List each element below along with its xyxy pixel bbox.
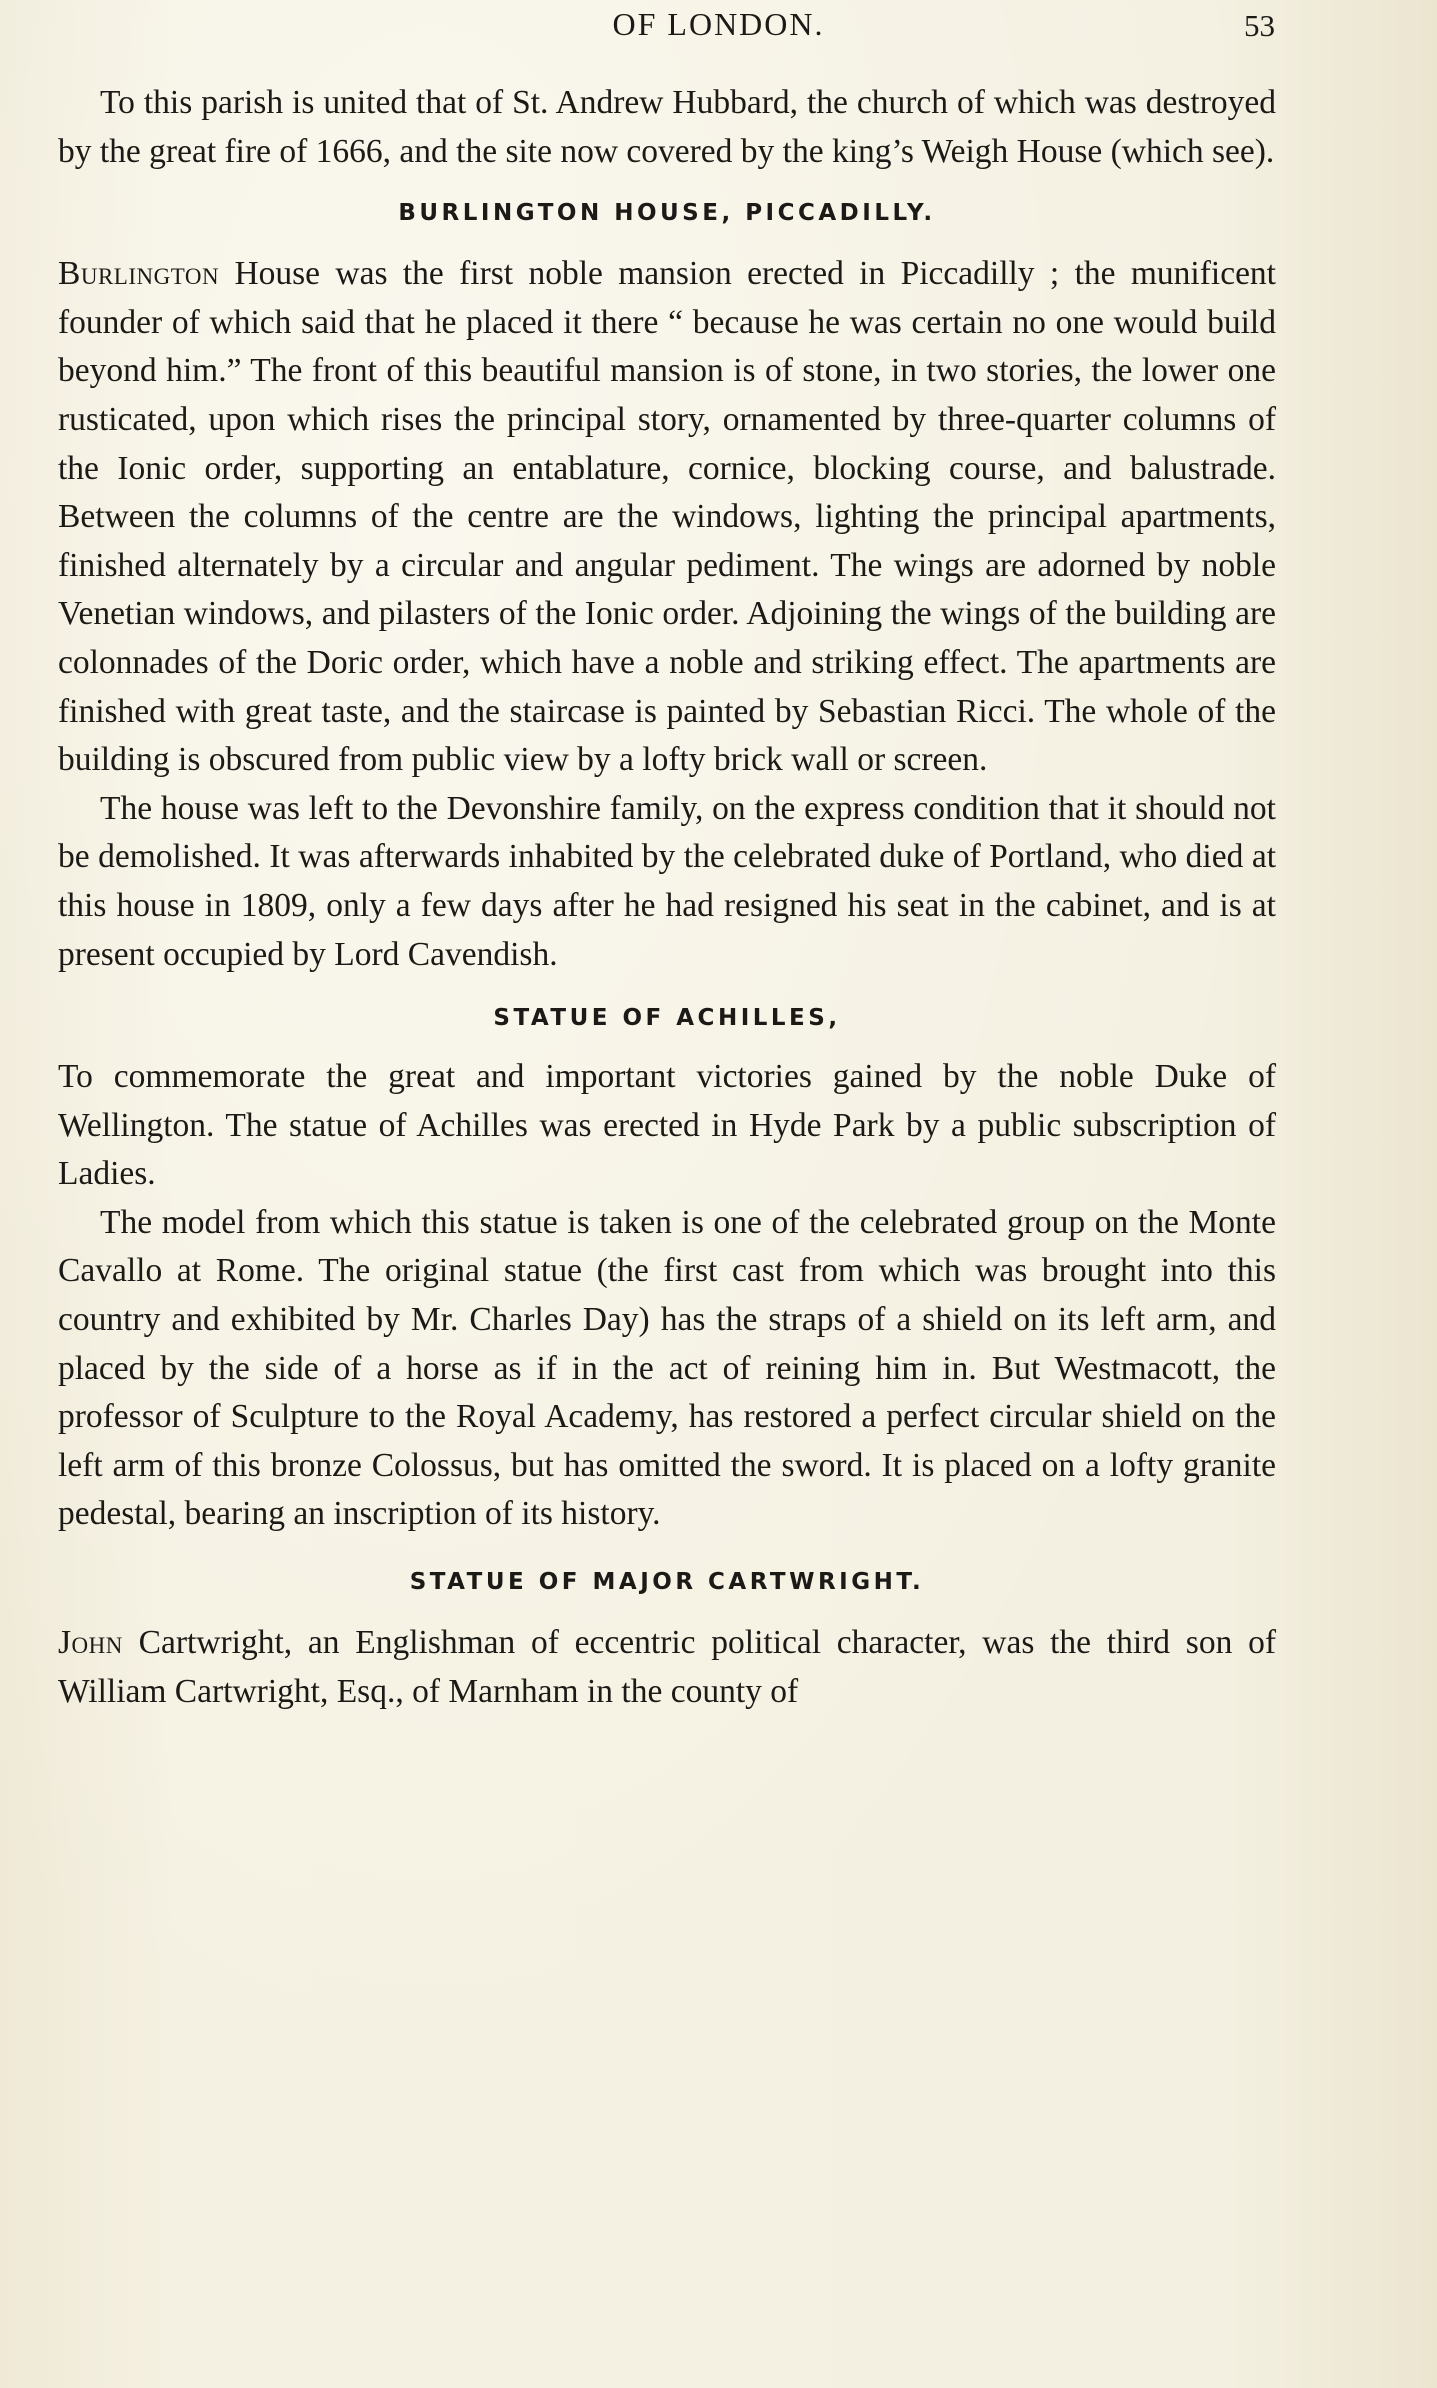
page-body: [58, 79, 1276, 1716]
cartwright-paragraph-1-text: Cartwright, an Englishman of eccentric political character, was the third son of William Cartwright, Esq., of Marnham in the county of: [58, 1624, 1276, 1710]
page-number: 53: [1244, 8, 1275, 43]
heading-burlington-house: BURLINGTON HOUSE, PICCADILLY.: [398, 200, 936, 227]
running-head-title: OF LONDON.: [612, 6, 825, 42]
achilles-paragraph-1: To commemorate the great and important victories gained by the noble Duke of Wellington. The statue of Achilles was erected in Hyde Park by a public subscription of Ladies.: [58, 1058, 1276, 1193]
intro-paragraph: To this parish is united that of St. Andrew Hubbard, the church of which was destroyed by the great fire of 1666, and the site now covered by the king’s Weigh House (which see).: [58, 84, 1276, 170]
running-head: [0, 6, 1437, 56]
achilles-paragraph-2: The model from which this statue is taken is one of the celebrated group on the Monte Cavallo at Rome. The original statue (the first cast from which was brought into this country and exhibited by Mr. Charles Day) has the straps of a shield on its left arm, and placed by the side of a horse as if in the act of reining him in. But Westmacott, the professor of Sculpture to the Royal Academy, has restored a perfect circular shield on the left arm of this bronze Colossus, but has omitted the sword. It is placed on a lofty granite pedestal, bearing an inscription of its history.: [58, 1203, 1276, 1533]
cartwright-lead-word: John: [58, 1624, 123, 1662]
burlington-lead-word: Burlington: [58, 255, 220, 293]
heading-statue-of-major-cartwright: STATUE OF MAJOR CARTWRIGHT.: [409, 1569, 925, 1596]
heading-statue-of-achilles: STATUE OF ACHILLES,: [493, 1005, 841, 1032]
burlington-paragraph-1: [58, 250, 1276, 785]
burlington-paragraph-2: The house was left to the Devonshire family, on the express condition that it should not be demolished. It was afterwards inhabited by the celebrated duke of Portland, who died at this house in 1809, only a few days after he had resigned his seat in the cabinet, and is at present occupied by Lord Cavendish.: [58, 789, 1276, 973]
cartwright-paragraph-1: [58, 1619, 1276, 1716]
burlington-paragraph-1-text: House was the first noble mansion erected in Piccadilly ; the munificent founder of which said that he placed it there “ because he was certain no one would build beyond him.” The front of this beautiful mansion is of stone, in two stories, the lower one rusticated, upon which rises the principal story, ornamented by three-quarter columns of the Ionic order, supporting an entablature, cornice, blocking course, and balustrade. Between the columns of the centre are the windows, lighting the principal apartments, finished alternately by a circular and angular pediment. The wings are adorned by noble Venetian windows, and pilasters of the Ionic order. Adjoining the wings of the building are colonnades of the Doric order, which have a noble and striking effect. The apartments are finished with great taste, and the staircase is painted by Sebastian Ricci. The whole of the building is obscured from public view by a lofty brick wall or screen.: [58, 255, 1276, 779]
